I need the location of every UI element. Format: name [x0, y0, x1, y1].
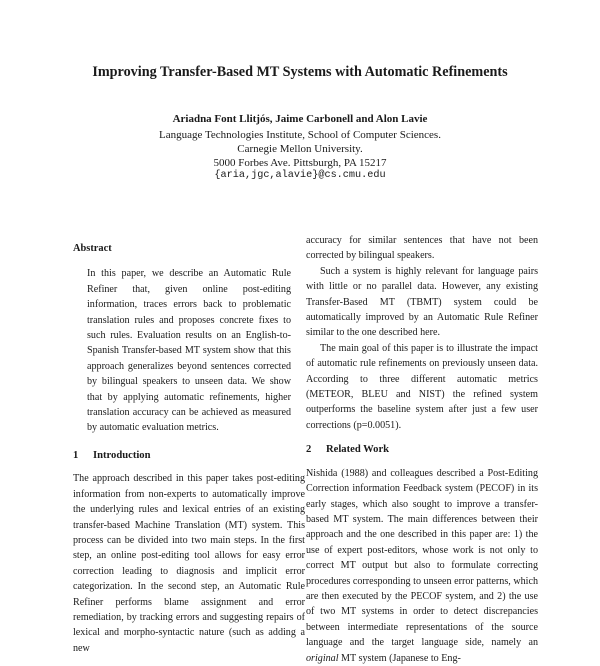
abstract-text: In this paper, we describe an Automatic Rule Refiner that, given online post-editing information, traces errors back to problematic translation rules and proposes concrete fixes to such rules. Evaluation results on an English-to-Spanish Transfer-based MT system show that this approach generalizes beyond sentences corrected by bilingual speakers to unseen data. We show that by applying automatic refinements, higher translation accuracy can be achieved as measured by automatic evaluation metrics.: [87, 268, 291, 434]
authors: Ariadna Font Llitjós, Jaime Carbonell and Alon Lavie: [172, 113, 428, 125]
related-work-text-part1: Nishida (1988) and colleagues described a Post-Editing Correction information Feedback system (PECOF) in its early stages, which also sought to improve a transfer-based MT system. The main differences between their approach and the one described in this paper are: 1) the use of expert post-editors, whose work is not only to correct MT output but also to formulate correcting procedures corresponding to unseen error patterns, which are then executed by the PECOF system, and 2) the use of two MT systems in order to detect discrepancies between intermediate representations of the source language and the target language side, namely an: [306, 467, 538, 649]
section-1-number: 1: [73, 449, 79, 461]
left-column: [73, 241, 305, 656]
author-email: {aria,jgc,alavie}@cs.cmu.edu: [214, 170, 386, 181]
affiliation-university: Carnegie Mellon University.: [237, 143, 363, 155]
abstract-heading: Abstract: [73, 243, 112, 254]
affiliation-address: 5000 Forbes Ave. Pittsburgh, PA 15217: [213, 157, 387, 169]
continuation-text: accuracy for similar sentences that have not been corrected by bilingual speakers.: [306, 235, 538, 262]
right-column: [306, 233, 538, 666]
section-2-heading: [306, 442, 538, 457]
paragraph-2: Such a system is highly relevant for language pairs with little or no parallel data. However, any existing Transfer-Based MT (TBMT) system could be automatically improved by an Automatic Rule Refiner similar to the one described here.: [306, 265, 538, 339]
paragraph-3: The main goal of this paper is to illustrate the impact of automatic rule refinements on previously unseen data. According to three different automatic metrics (METEOR, BLEU and NIST) the refined system outperforms the baseline system after just a few user corrections (p=0.0051).: [306, 342, 538, 431]
section-2-number: 2: [306, 444, 312, 456]
related-work-emphasis: original: [306, 652, 339, 664]
section-2-title: Related Work: [326, 444, 390, 456]
related-work-text-part2: MT system (Japanese to Eng-: [338, 652, 461, 664]
paper-title: Improving Transfer-Based MT Systems with Automatic Refinements: [92, 64, 508, 80]
section-1-title: Introduction: [93, 449, 151, 461]
related-work-text: [306, 466, 538, 666]
introduction-text: The approach described in this paper takes post-editing information from non-experts to automatically improve the underlying rules and lexical entries of an existing transfer-based Machine Translation (MT) system. This process can be divided into two main steps. In the first step, an online post-editing tool allows for easy error correction leading to diagnosis and implicit error categorization. In the second step, an Automatic Rule Refiner performs blame assignment and error remediation, by tracking errors and suggesting repairs of lexical and morpho-syntactic nature (such as adding a new: [73, 473, 305, 654]
section-1-heading: [73, 448, 305, 463]
affiliation-institute: Language Technologies Institute, School of Computer Sciences.: [159, 129, 441, 141]
